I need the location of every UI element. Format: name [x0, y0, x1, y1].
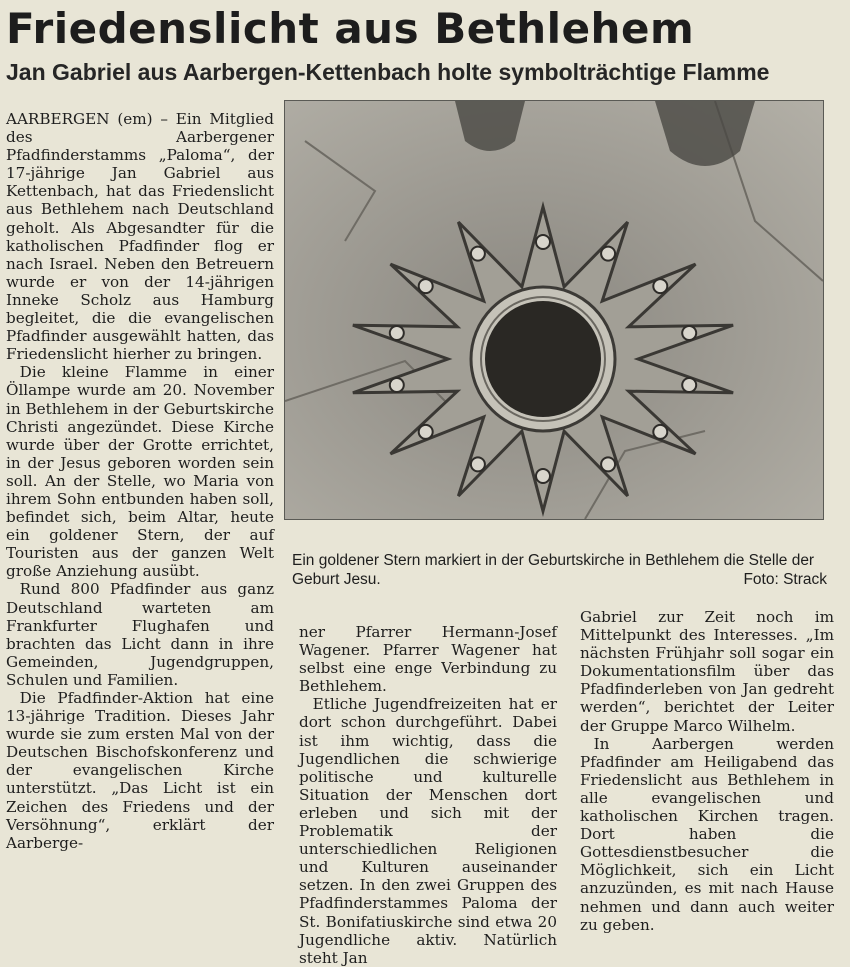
star-rivet	[471, 247, 485, 261]
star-rivet	[653, 279, 667, 293]
photo-caption	[292, 551, 827, 589]
article-column-2	[299, 623, 557, 967]
paragraph: Gabriel zur Zeit noch im Mittelpunkt des Interesses. „Im nächsten Frühjahr soll sogar ein Dokumentationsfilm über das Pfadfinderleben von Jan gedreht werden“, berichtet der Leiter der Gruppe Marco Wilhelm.	[580, 608, 834, 735]
paragraph: Rund 800 Pfadfinder aus ganz Deutschland warteten am Frankfurter Flughafen und brachten das Licht dann in ihre Gemeinden, Jugendgruppen, Schulen und Familien.	[6, 580, 274, 689]
paragraph: ner Pfarrer Hermann-Josef Wagener. Pfarrer Wagener hat selbst eine enge Verbindung zu Bethlehem.	[299, 623, 557, 696]
star-rivet	[536, 235, 550, 249]
star-rivet	[601, 247, 615, 261]
star-rivet	[682, 326, 696, 340]
photo-credit: Foto: Strack	[743, 571, 827, 588]
paragraph: Etliche Jugendfreizeiten hat er dort schon durchgeführt. Dabei ist ihm wichtig, dass die Jugendlichen die schwierige politische und kulturelle Situation der Menschen dort erleben und sich mit der Problematik der unterschiedlichen Religionen und Kulturen auseinander setzen. In den zwei Gruppen des Pfadfinderstammes Paloma der St. Bonifatiuskirche sind etwa 20 Jugendliche aktiv. Natürlich steht Jan	[299, 695, 557, 967]
paragraph: Die kleine Flamme in einer Öllampe wurde am 20. November in Bethlehem in der Geburtskirche Christi angezündet. Diese Kirche wurde über der Grotte errichtet, in der Jesus geboren worden sein soll. An der Stelle, wo Maria von ihrem Sohn entbunden haben soll, befindet sich, beim Altar, heute ein goldener Stern, der auf Touristen aus der ganzen Welt große Anziehung ausübt.	[6, 363, 274, 581]
star-rivet	[390, 378, 404, 392]
star-rivet	[653, 425, 667, 439]
star-photo-image	[285, 101, 823, 519]
article-column-3	[580, 608, 834, 934]
paragraph: In Aarbergen werden Pfadfinder am Heiligabend das Friedenslicht aus Bethlehem in alle evangelischen und katholischen Kirchen tragen. Dort haben die Gottesdienstbesucher die Möglichkeit, sich ein Licht anzuzünden, es mit nach Hause nehmen und dann auch weiter zu geben.	[580, 734, 834, 934]
paragraph: AARBERGEN (em) – Ein Mitglied des Aarbergener Pfadfinderstamms „Paloma“, der 17-jährige Jan Gabriel aus Kettenbach, hat das Friedenslicht aus Bethlehem nach Deutschland geholt. Als Abgesandter für die katholischen Pfadfinder flog er nach Israel. Neben den Betreuern wurde er von der 14-jährigen Inneke Scholz aus Hamburg begleitet, die die evangelischen Pfadfinder ausgewählt hatten, das Friedenslicht hierher zu bringen.	[6, 110, 274, 364]
star-rivet	[390, 326, 404, 340]
subheadline: Jan Gabriel aus Aarbergen-Kettenbach holte symbolträchtige Flamme	[6, 59, 770, 85]
paragraph: Die Pfadfinder-Aktion hat eine 13-jährige Tradition. Dieses Jahr wurde sie zum ersten Mal von der Deutschen Bischofskonferenz und der evangelischen Kirche unterstützt. „Das Licht ist ein Zeichen des Friedens und der Versöhnung“, erklärt der Aarberge-	[6, 689, 274, 852]
star-photo	[284, 100, 824, 520]
star-rivet	[419, 425, 433, 439]
headline: Friedenslicht aus Bethlehem	[6, 4, 695, 53]
article-column-1	[6, 110, 274, 852]
star-rivet	[471, 457, 485, 471]
star-rivet	[682, 378, 696, 392]
caption-text: Ein goldener Stern markiert in der Geburtskirche in Bethlehem die Stelle der Geburt Jesu.	[292, 552, 815, 588]
star-rivet	[419, 279, 433, 293]
star-rivet	[536, 469, 550, 483]
star-rivet	[601, 457, 615, 471]
